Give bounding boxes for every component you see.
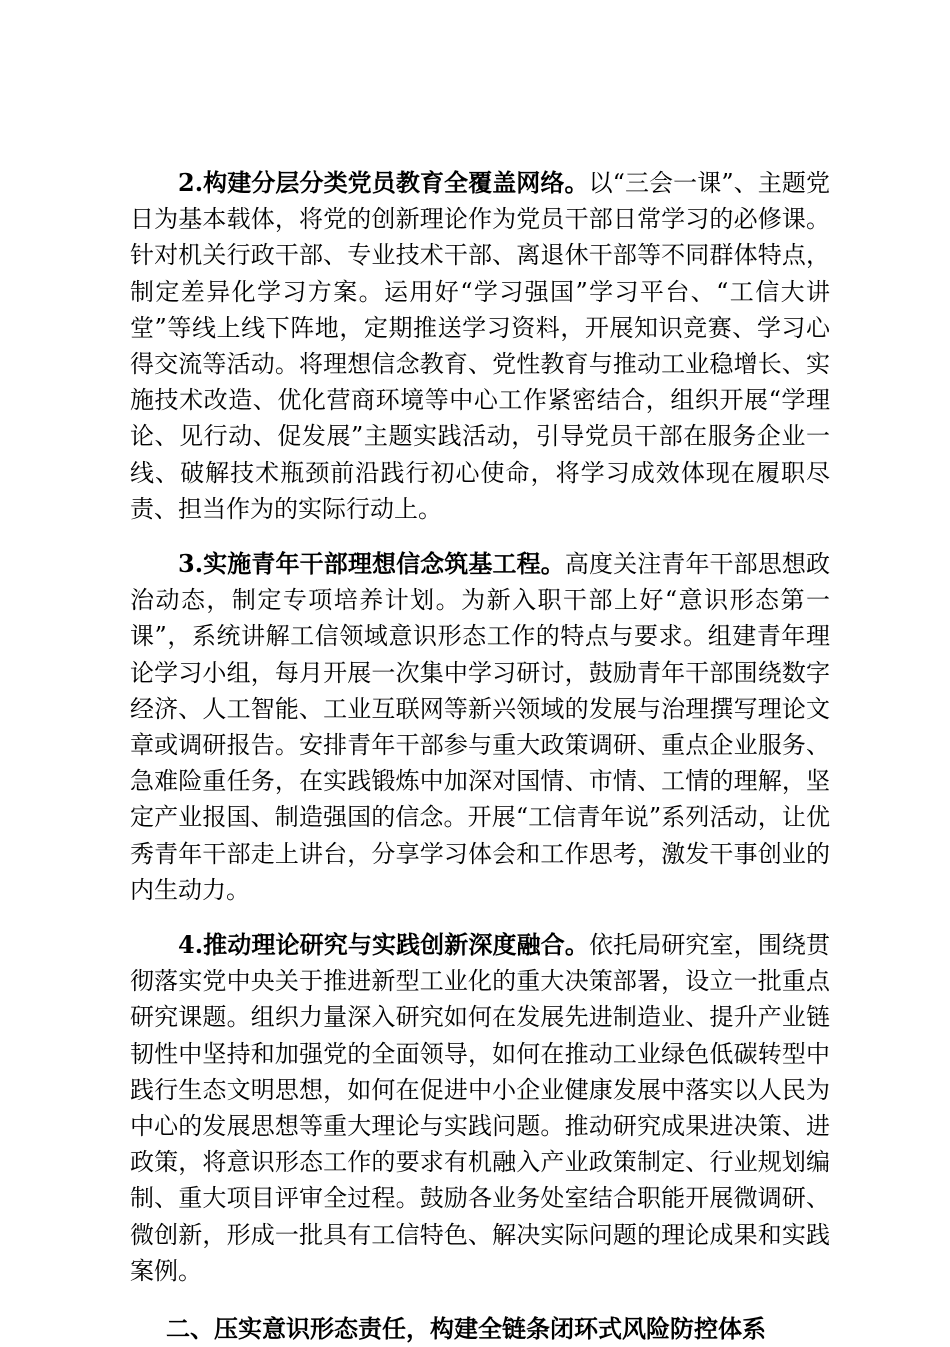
paragraph-2: [130, 165, 830, 527]
paragraph-3: [130, 546, 830, 908]
paragraph-4: [130, 927, 830, 1289]
section-heading: 二、压实意识形态责任，构建全链条闭环式风险防控体系: [166, 1314, 766, 1344]
paragraph-4-text: 依托局研究室，围绕贯彻落实党中央关于推进新型工业化的重大决策部署，设立一批重点研究课题。组织力量深入研究如何在发展先进制造业、提升产业链韧性中坚持和加强党的全面领导，如何在推动工业绿色低碳转型中践行生态文明思想，如何在促进中小企业健康发展中落实以人民为中心的发展思想等重大理论与实践问题。推动研究成果进决策、进政策，将意识形态工作的要求有机融入产业政策制定、行业规划编制、重大项目评审全过程。鼓励各业务处室结合职能开展微调研、微创新，形成一批具有工信特色、解决实际问题的理论成果和实践案例。: [130, 931, 831, 1285]
paragraph-2-text: 以“三会一课”、主题党日为基本载体，将党的创新理论作为党员干部日常学习的必修课。针对机关行政干部、专业技术干部、离退休干部等不同群体特点，制定差异化学习方案。运用好“学习强国”学习平台、“工信大讲堂”等线上线下阵地，定期推送学习资料，开展知识竞赛、学习心得交流等活动。将理想信念教育、党性教育与推动工业稳增长、实施技术改造、优化营商环境等中心工作紧密结合，组织开展“学理论、见行动、促发展”主题实践活动，引导党员干部在服务企业一线、破解技术瓶颈前沿践行初心使命，将学习成效体现在履职尽责、担当作为的实际行动上。: [130, 169, 830, 523]
paragraph-3-heading: 3.实施青年干部理想信念筑基工程。: [178, 549, 565, 579]
paragraph-3-text: 高度关注青年干部思想政治动态，制定专项培养计划。为新入职干部上好“意识形态第一课”，系统讲解工信领域意识形态工作的特点与要求。组建青年理论学习小组，每月开展一次集中学习研讨，鼓励青年干部围绕数字经济、人工智能、工业互联网等新兴领域的发展与治理撰写理论文章或调研报告。安排青年干部参与重大政策调研、重点企业服务、急难险重任务，在实践锻炼中加深对国情、市情、工情的理解，坚定产业报国、制造强国的信念。开展“工信青年说”系列活动，让优秀青年干部走上讲台，分享学习体会和工作思考，激发干事创业的内生动力。: [130, 550, 831, 904]
paragraph-4-heading: 4.推动理论研究与实践创新深度融合。: [178, 930, 589, 960]
document-body: [130, 165, 830, 1347]
paragraph-2-heading: 2.构建分层分类党员教育全覆盖网络。: [178, 168, 589, 197]
